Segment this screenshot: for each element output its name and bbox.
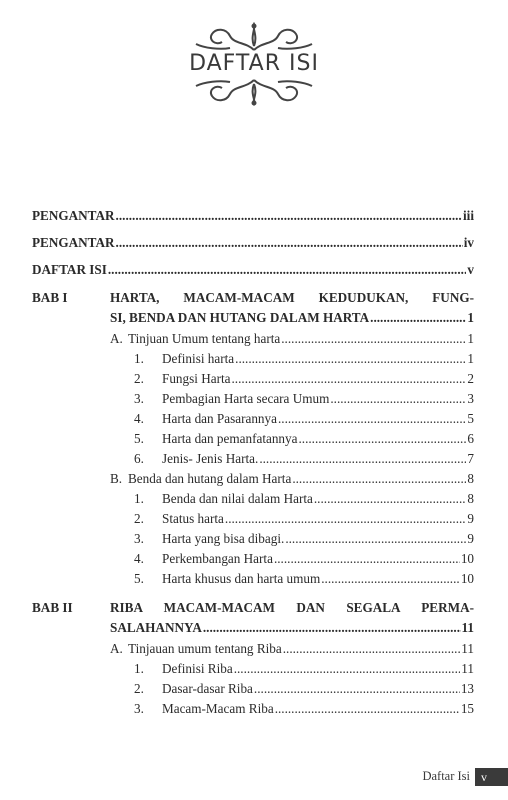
item-number: 3. (134, 391, 144, 406)
toc-item[interactable]: Harta khusus dan harta umum ..... 10 (162, 569, 474, 589)
item-number: 1. (134, 351, 144, 366)
chapter-number: BAB I (32, 290, 68, 305)
toc-item[interactable]: Fungsi Harta ..... 2 (162, 369, 474, 389)
toc-item[interactable]: Pembagian Harta secara Umum ..... 3 (162, 389, 474, 409)
toc-item[interactable]: Dasar-dasar Riba ..... 13 (162, 679, 474, 699)
toc-item[interactable]: Macam-Macam Riba ..... 15 (162, 699, 474, 719)
toc-section[interactable]: Tinjauan umum tentang Riba ..... 11 (128, 639, 474, 659)
toc-item[interactable]: Perkembangan Harta ..... 10 (162, 549, 474, 569)
chapter-number: BAB II (32, 600, 73, 615)
page-title: DAFTAR ISI (189, 51, 319, 76)
footer-page-number: v (475, 768, 508, 786)
item-number: 1. (134, 491, 144, 506)
item-number: 2. (134, 681, 144, 696)
item-number: 4. (134, 551, 144, 566)
chapter-title[interactable]: HARTA, MACAM-MACAM KEDUDUKAN, FUNG- (110, 290, 474, 305)
toc-entry-pengantar-2[interactable]: PENGANTAR ..... iv (32, 233, 474, 253)
toc-entry-pengantar-1[interactable]: PENGANTAR ..... iii (32, 206, 474, 226)
toc-entry-daftar-isi[interactable]: DAFTAR ISI ..... v (32, 260, 474, 280)
item-number: 4. (134, 411, 144, 426)
chapter-title-line[interactable]: SALAHANNYA ..... 11 (110, 618, 474, 638)
section-letter: B. (110, 471, 123, 486)
section-letter: A. (110, 331, 123, 346)
top-ornament-icon (190, 22, 318, 52)
toc-item[interactable]: Status harta ..... 9 (162, 509, 474, 529)
footer-section-label: Daftar Isi (422, 769, 470, 783)
item-number: 2. (134, 371, 144, 386)
bottom-ornament-icon (190, 78, 318, 106)
item-number: 3. (134, 701, 144, 716)
item-number: 5. (134, 571, 144, 586)
toc-item[interactable]: Benda dan nilai dalam Harta ..... 8 (162, 489, 474, 509)
item-number: 3. (134, 531, 144, 546)
item-number: 1. (134, 661, 144, 676)
toc-item[interactable]: Definisi Riba ..... 11 (162, 659, 474, 679)
toc-item[interactable]: Harta dan pemanfatannya ..... 6 (162, 429, 474, 449)
toc-item[interactable]: Harta yang bisa dibagi. ..... 9 (162, 529, 474, 549)
toc-section[interactable]: Tinjuan Umum tentang harta ..... 1 (128, 329, 474, 349)
chapter-title[interactable]: RIBA MACAM-MACAM DAN SEGALA PERMA- (110, 600, 474, 615)
toc-item[interactable]: Harta dan Pasarannya ..... 5 (162, 409, 474, 429)
item-number: 5. (134, 431, 144, 446)
chapter-title-line[interactable]: SI, BENDA DAN HUTANG DALAM HARTA ..... 1 (110, 308, 474, 328)
toc-section[interactable]: Benda dan hutang dalam Harta ..... 8 (128, 469, 474, 489)
page-footer (0, 768, 508, 786)
item-number: 6. (134, 451, 144, 466)
section-letter: A. (110, 641, 123, 656)
toc-item[interactable]: Definisi harta ..... 1 (162, 349, 474, 369)
toc-item[interactable]: Jenis- Jenis Harta. ..... 7 (162, 449, 474, 469)
item-number: 2. (134, 511, 144, 526)
